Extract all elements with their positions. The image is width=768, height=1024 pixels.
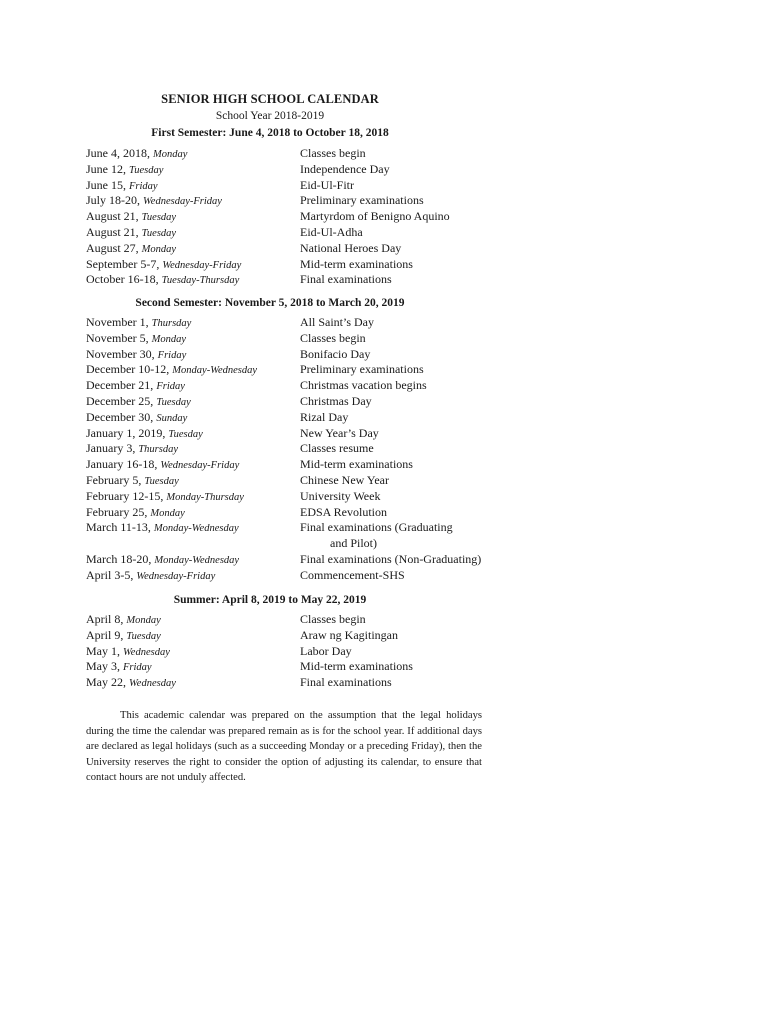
calendar-row — [86, 315, 506, 331]
calendar-date — [86, 675, 176, 692]
calendar-row — [86, 644, 506, 660]
weekday: Wednesday — [129, 678, 176, 690]
second-semester-heading: Second Semester: November 5, 2018 to March 20, 2019 — [135, 297, 405, 309]
date-text: March 18-20, — [86, 551, 155, 566]
event-text: Classes resume — [300, 441, 374, 456]
calendar-date — [86, 209, 176, 226]
weekday: Tuesday — [144, 475, 179, 487]
calendar-event — [300, 410, 348, 426]
calendar-event — [300, 225, 363, 241]
calendar-row — [86, 552, 506, 568]
calendar-row — [86, 628, 506, 644]
calendar-row — [86, 225, 506, 241]
calendar-row — [86, 505, 506, 521]
event-text: Chinese New Year — [300, 472, 389, 487]
calendar-row — [86, 394, 506, 410]
weekday: Thursday — [138, 444, 179, 456]
calendar-event — [300, 457, 413, 473]
school-year: School Year 2018-2019 — [215, 110, 325, 122]
calendar-row — [86, 331, 506, 347]
date-text: April 8, — [86, 612, 127, 626]
event-text: Eid-Ul-Adha — [300, 224, 363, 239]
first-semester-heading: First Semester: June 4, 2018 to October 18, 2018 — [151, 127, 389, 139]
event-text: Classes begin — [300, 612, 366, 626]
calendar-event — [300, 659, 413, 675]
calendar-date — [86, 178, 158, 195]
event-text: Final examinations — [300, 272, 392, 287]
weekday: Monday — [153, 149, 188, 160]
weekday: Friday — [129, 180, 158, 192]
weekday: Friday — [157, 349, 187, 361]
calendar-event — [300, 272, 392, 288]
event-text-continued: and Pilot) — [330, 536, 377, 551]
calendar-event — [300, 426, 379, 442]
weekday: Friday — [123, 662, 152, 674]
date-text: December 25, — [86, 393, 157, 408]
weekday: Monday-Thursday — [166, 491, 244, 503]
calendar-event — [300, 331, 366, 347]
calendar-event — [300, 489, 380, 505]
weekday: Wednesday-Friday — [162, 259, 242, 271]
date-text: August 21, — [86, 224, 142, 239]
calendar-date — [86, 146, 187, 163]
event-text: New Year’s Day — [300, 425, 379, 440]
calendar-event — [300, 178, 354, 194]
date-text: February 25, — [86, 504, 151, 519]
date-text: May 3, — [86, 659, 123, 674]
date-text: August 21, — [86, 209, 142, 224]
calendar-date — [86, 612, 161, 629]
calendar-date — [86, 241, 176, 258]
date-text: August 27, — [86, 240, 142, 255]
weekday: Sunday — [156, 412, 188, 424]
date-text: December 30, — [86, 409, 157, 424]
date-text: February 12-15, — [86, 488, 167, 503]
page-title: SENIOR HIGH SCHOOL CALENDAR — [161, 92, 379, 106]
calendar-date — [86, 426, 203, 443]
event-text: University Week — [300, 488, 381, 503]
calendar-event — [300, 347, 370, 363]
calendar-event — [300, 441, 374, 457]
date-text: June 12, — [86, 161, 129, 176]
calendar-row — [86, 441, 506, 457]
event-text: Final examinations (Graduating — [300, 520, 453, 535]
calendar-event — [300, 241, 401, 257]
event-text: All Saint’s Day — [300, 315, 374, 329]
weekday: Wednesday-Friday — [143, 196, 222, 208]
date-text: September 5-7, — [86, 256, 163, 271]
calendar-row — [86, 162, 506, 178]
calendar-event — [300, 612, 366, 628]
event-text: Rizal Day — [300, 409, 349, 424]
event-text: Independence Day — [300, 161, 390, 176]
calendar-event — [300, 162, 390, 178]
calendar-row — [86, 362, 506, 378]
weekday: Tuesday — [126, 630, 161, 642]
date-text: January 1, 2019, — [86, 425, 169, 440]
calendar-row — [86, 146, 506, 162]
date-text: April 3-5, — [86, 567, 137, 582]
weekday: Tuesday — [141, 227, 177, 239]
date-text: March 11-13, — [86, 520, 154, 535]
date-text: July 18-20, — [86, 193, 143, 208]
event-text: EDSA Revolution — [300, 504, 388, 519]
calendar-note: This academic calendar was prepared on the assumption that the legal holidays during the time the calendar was prepared remain as is for the school year. If additional days are declared as legal holidays (such as a succeeding Monday or a preceding Friday), then the University reserves the right to consider the option of adjusting its calendar, to ensure that contact hours are not unduly affected. — [86, 710, 482, 784]
calendar-date — [86, 331, 186, 348]
calendar-date — [86, 457, 239, 474]
event-text: Martyrdom of Benigno Aquino — [300, 209, 450, 224]
weekday: Monday-Wednesday — [154, 554, 240, 566]
calendar-event — [300, 505, 387, 521]
calendar-row — [86, 489, 506, 505]
calendar-row — [86, 378, 506, 394]
date-text: February 5, — [86, 472, 145, 487]
event-text: Eid-Ul-Fitr — [300, 177, 354, 192]
calendar-row — [86, 568, 506, 584]
date-text: November 1, — [86, 315, 152, 329]
calendar-row — [86, 659, 506, 675]
calendar-row — [86, 612, 506, 628]
calendar-date — [86, 272, 239, 289]
weekday: Tuesday — [168, 428, 203, 440]
calendar-date — [86, 520, 239, 537]
event-text: Preliminary examinations — [300, 193, 424, 208]
calendar-date — [86, 628, 161, 645]
weekday: Monday — [150, 507, 185, 519]
calendar-date — [86, 378, 185, 395]
calendar-row — [86, 410, 506, 426]
calendar-event — [300, 568, 405, 584]
calendar-date — [86, 441, 178, 458]
date-text: April 9, — [86, 627, 127, 642]
weekday: Tuesday-Thursday — [161, 275, 240, 287]
calendar-row — [86, 257, 506, 273]
event-text: Preliminary examinations — [300, 362, 424, 377]
calendar-date — [86, 644, 170, 661]
event-text: Classes begin — [300, 330, 366, 345]
calendar-row — [86, 193, 506, 209]
calendar-row — [86, 426, 506, 442]
calendar-event — [300, 628, 398, 644]
calendar-date — [86, 489, 244, 506]
event-text: Araw ng Kagitingan — [300, 627, 398, 642]
date-text: December 21, — [86, 378, 157, 393]
calendar-row — [86, 347, 506, 363]
date-text: May 22, — [86, 675, 129, 690]
weekday: Tuesday — [141, 212, 177, 224]
event-text: Classes begin — [300, 146, 366, 160]
calendar-date — [86, 257, 241, 274]
calendar-date — [86, 659, 152, 676]
calendar-event — [300, 146, 366, 162]
calendar-date — [86, 505, 185, 522]
weekday: Tuesday — [129, 164, 164, 176]
event-text: Mid-term examinations — [300, 659, 413, 674]
calendar-event — [300, 675, 392, 691]
calendar-event — [300, 257, 413, 273]
calendar-date — [86, 568, 215, 585]
weekday: Friday — [156, 381, 185, 393]
calendar-date — [86, 394, 191, 411]
calendar-date — [86, 552, 239, 569]
weekday: Monday-Wednesday — [153, 523, 239, 535]
event-text: Final examinations (Non-Graduating) — [300, 551, 482, 566]
weekday: Tuesday — [156, 396, 191, 408]
calendar-date — [86, 162, 163, 179]
date-text: October 16-18, — [86, 272, 162, 287]
calendar-date — [86, 362, 257, 379]
weekday: Monday-Wednesday — [172, 365, 258, 377]
summer-heading: Summer: April 8, 2019 to May 22, 2019 — [173, 594, 367, 606]
event-text: Labor Day — [300, 643, 352, 658]
event-text: Commencement-SHS — [300, 567, 405, 582]
event-text: Final examinations — [300, 675, 392, 690]
calendar-event — [300, 520, 453, 552]
calendar-event — [300, 193, 424, 209]
calendar-event — [300, 473, 389, 489]
calendar-event — [300, 362, 424, 378]
weekday: Wednesday — [123, 646, 170, 658]
calendar-event — [300, 552, 481, 568]
calendar-row — [86, 209, 506, 225]
calendar-event — [300, 394, 372, 410]
calendar-event — [300, 315, 374, 331]
event-text: Mid-term examinations — [300, 457, 413, 472]
date-text: January 3, — [86, 441, 139, 456]
calendar-date — [86, 410, 187, 427]
first-semester-list — [86, 146, 506, 288]
calendar-date — [86, 347, 186, 364]
date-text: January 16-18, — [86, 457, 161, 472]
weekday: Monday — [126, 615, 161, 626]
event-text: National Heroes Day — [300, 240, 402, 255]
calendar-event — [300, 644, 352, 660]
event-text: Christmas vacation begins — [300, 378, 427, 393]
weekday: Monday — [141, 243, 177, 255]
calendar-date — [86, 193, 222, 210]
date-text: November 30, — [86, 346, 158, 361]
calendar-row — [86, 520, 506, 552]
calendar-row — [86, 675, 506, 691]
event-text: Mid-term examinations — [300, 256, 413, 271]
weekday: Monday — [151, 333, 187, 345]
summer-list — [86, 612, 506, 691]
calendar-row — [86, 241, 506, 257]
event-text: Christmas Day — [300, 393, 372, 408]
date-text: June 15, — [86, 177, 129, 192]
date-text: November 5, — [86, 330, 152, 345]
date-text: May 1, — [86, 643, 123, 658]
weekday: Thursday — [151, 318, 192, 329]
second-semester-list — [86, 315, 506, 584]
calendar-row — [86, 457, 506, 473]
calendar-date — [86, 225, 176, 242]
calendar-row — [86, 473, 506, 489]
calendar-event — [300, 209, 450, 225]
weekday: Wednesday-Friday — [160, 460, 240, 472]
calendar-row — [86, 178, 506, 194]
calendar-date — [86, 315, 191, 332]
event-text: Bonifacio Day — [300, 346, 371, 361]
date-text: December 10-12, — [86, 362, 173, 377]
calendar-event — [300, 378, 427, 394]
calendar-date — [86, 473, 179, 490]
date-text: June 4, 2018, — [86, 146, 153, 160]
calendar-row — [86, 272, 506, 288]
weekday: Wednesday-Friday — [136, 570, 216, 582]
